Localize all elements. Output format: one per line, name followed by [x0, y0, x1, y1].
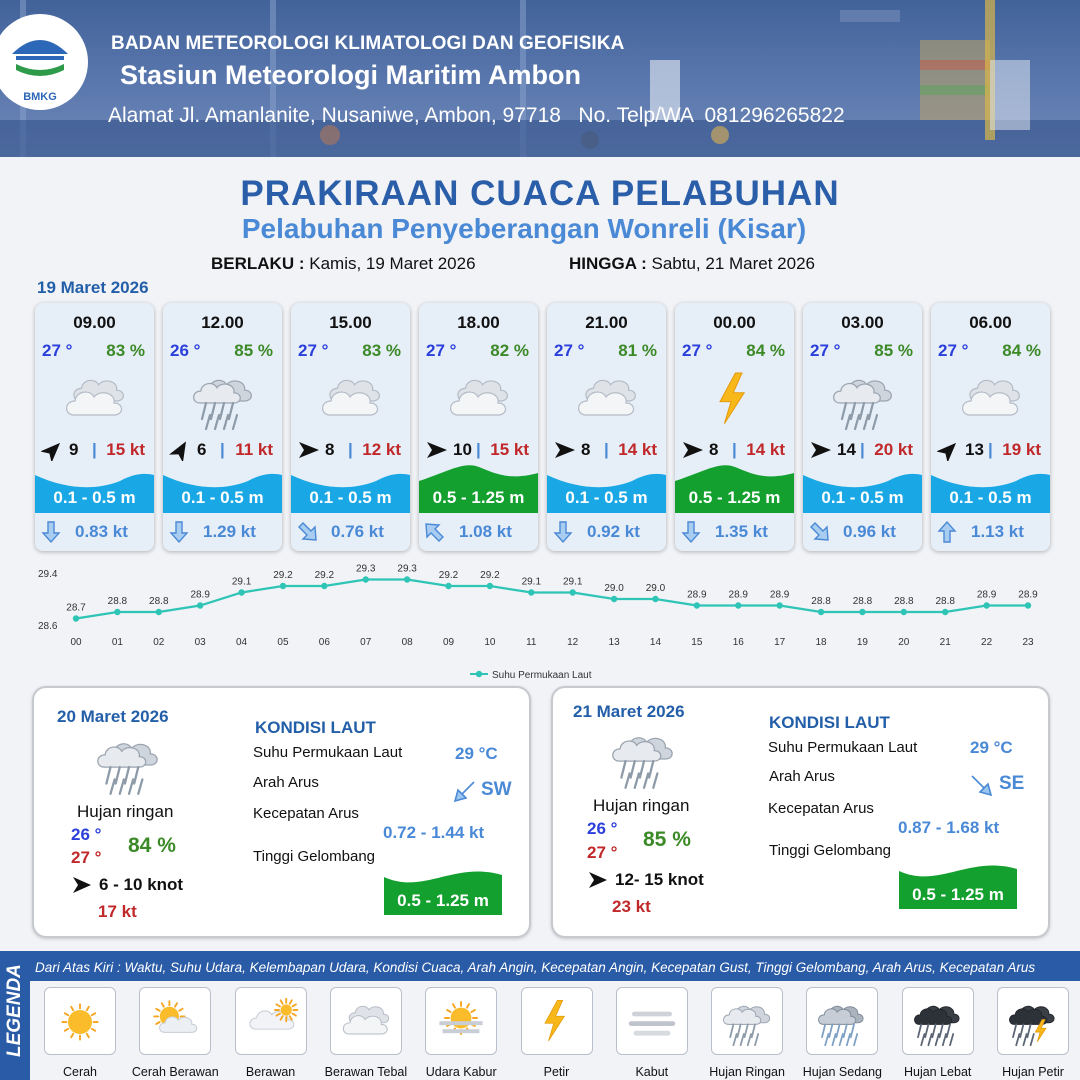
- humidity: 81 %: [618, 341, 657, 360]
- legend-label: Kabut: [635, 1065, 669, 1079]
- sst-value: 29 °C: [970, 738, 1013, 757]
- current-speed-label: Kecepatan Arus: [768, 800, 874, 817]
- thick-cloud-icon: [572, 365, 642, 435]
- valid-to-value: Sabtu, 21 Maret 2026: [651, 254, 816, 273]
- forecast-time: 09.00: [73, 313, 116, 332]
- current-row: [419, 514, 538, 551]
- wind-direction-icon: [425, 439, 449, 461]
- x-tick-label: 00: [70, 637, 82, 648]
- data-point: [238, 589, 244, 595]
- valid-from-value: Kamis, 19 Maret 2026: [309, 254, 476, 273]
- air-temperature: 27 °: [938, 341, 969, 360]
- x-tick-label: 16: [732, 637, 744, 648]
- moderate-rain-icon: [813, 994, 871, 1050]
- legend-icon-box: [330, 987, 402, 1055]
- legend-icon-box: [425, 987, 497, 1055]
- legend: [0, 951, 1080, 1080]
- data-label: 29.3: [397, 563, 417, 575]
- day-temp-max: 27 °: [71, 848, 102, 867]
- wind-direction-icon: [553, 439, 577, 461]
- humidity: 84 %: [746, 341, 785, 360]
- y-tick-label: 29.4: [38, 569, 58, 580]
- legend-label: Berawan Tebal: [324, 1065, 408, 1079]
- arrow-down-icon: [679, 519, 703, 545]
- lightning-icon: [528, 994, 586, 1050]
- day-gust: 17 kt: [98, 902, 137, 921]
- arrow-up-icon: [935, 519, 959, 545]
- data-point: [735, 602, 741, 608]
- x-tick-label: 18: [815, 637, 827, 648]
- legend-label: Cerah: [62, 1065, 98, 1079]
- arrow-down-icon: [39, 519, 63, 545]
- current-speed: 1.13 kt: [971, 522, 1024, 541]
- data-label: 29.0: [604, 583, 624, 594]
- arrow-down-right-icon: [807, 519, 831, 545]
- x-tick-label: 10: [484, 637, 496, 648]
- legend-label: Hujan Petir: [1002, 1065, 1064, 1079]
- wave-height: 0.1 - 0.5 m: [821, 488, 904, 507]
- wind-separator: |: [348, 440, 353, 459]
- air-temperature: 27 °: [426, 341, 457, 360]
- sst-value: 29 °C: [455, 744, 498, 763]
- wind-speed: 8: [709, 440, 719, 459]
- legend-label: Cerah Berawan: [131, 1065, 219, 1079]
- data-point: [1025, 602, 1031, 608]
- legend-icon-box: [44, 987, 116, 1055]
- x-tick-label: 21: [939, 637, 951, 648]
- data-point: [901, 609, 907, 615]
- data-label: 29.1: [231, 576, 252, 588]
- forecast-time: 21.00: [585, 313, 628, 332]
- data-point: [114, 609, 120, 615]
- wind-direction-icon: [937, 439, 961, 461]
- data-point: [694, 602, 700, 608]
- data-label: 28.9: [976, 589, 997, 601]
- sea-condition-heading: KONDISI LAUT: [769, 713, 890, 732]
- current-row: [803, 514, 922, 551]
- legend-label: Hujan Ringan: [709, 1065, 785, 1079]
- data-point: [983, 602, 989, 608]
- current-arrow-icon: [452, 778, 478, 804]
- data-label: 28.9: [769, 589, 790, 601]
- current-speed: 0.76 kt: [331, 522, 384, 541]
- current-speed: 0.96 kt: [843, 522, 896, 541]
- x-tick-label: 17: [774, 637, 786, 648]
- legend-icon-box: [902, 987, 974, 1055]
- day-forecast-21: [551, 686, 1050, 938]
- sst-series-line: [76, 580, 1028, 619]
- forecast-time: 03.00: [841, 313, 884, 332]
- hour-card: [931, 303, 1050, 551]
- legend-label: Berawan: [245, 1065, 296, 1079]
- legend-label: Hujan Sedang: [802, 1065, 882, 1079]
- wave-height: 0.1 - 0.5 m: [53, 488, 136, 507]
- legend-title-strip: [0, 951, 30, 1080]
- legend-icon-box: [235, 987, 307, 1055]
- thick-cloud-icon: [60, 365, 130, 435]
- current-row: [675, 514, 794, 551]
- valid-from-label: BERLAKU :: [211, 254, 305, 273]
- data-point: [818, 609, 824, 615]
- data-point: [404, 576, 410, 582]
- arrow-down-right-icon: [295, 519, 319, 545]
- legend-icon-box: [616, 987, 688, 1055]
- current-speed: 0.83 kt: [75, 522, 128, 541]
- gust-speed: 20 kt: [874, 440, 913, 459]
- data-point: [73, 615, 79, 621]
- thick-cloud-icon: [956, 365, 1026, 435]
- current-row: [163, 514, 282, 551]
- wind-separator: |: [476, 440, 481, 459]
- forecast-time: 15.00: [329, 313, 372, 332]
- wave-height: 0.1 - 0.5 m: [565, 488, 648, 507]
- data-label: 28.9: [190, 589, 210, 601]
- arrow-up-left-icon: [423, 519, 447, 545]
- forecast-time: 00.00: [713, 313, 756, 332]
- hour-card: [675, 303, 794, 551]
- x-tick-label: 22: [981, 637, 993, 648]
- day-wind-speed: 12- 15 knot: [615, 870, 704, 889]
- sea-condition-heading: KONDISI LAUT: [255, 718, 376, 737]
- thick-cloud-icon: [337, 994, 395, 1050]
- day-humidity: 85 %: [643, 828, 691, 851]
- current-speed: 0.92 kt: [587, 522, 640, 541]
- legend-item-berawan-tebal: [322, 987, 410, 1079]
- legend-marker: [476, 671, 482, 677]
- current-speed: 1.29 kt: [203, 522, 256, 541]
- wind-speed: 6: [197, 440, 207, 459]
- current-direction: SE: [999, 773, 1025, 794]
- thunderstorm-icon: [1004, 994, 1062, 1050]
- legend-item-hujan-petir: [989, 987, 1077, 1079]
- fog-icon: [623, 994, 681, 1050]
- current-arrow-icon: [968, 772, 994, 798]
- wave-height: 0.5 - 1.25 m: [432, 488, 525, 507]
- hour-card: [547, 303, 666, 551]
- wind-speed: 14: [837, 440, 856, 459]
- wind-speed: 8: [325, 440, 335, 459]
- arrow-down-icon: [167, 519, 191, 545]
- current-speed-label: Kecepatan Arus: [253, 805, 359, 822]
- day-condition: Hujan ringan: [593, 796, 690, 815]
- lightning-icon: [700, 365, 770, 435]
- logo-text: BMKG: [23, 91, 57, 103]
- legend-label: Petir: [543, 1065, 570, 1079]
- data-label: 28.8: [852, 596, 873, 607]
- data-label: 28.9: [687, 589, 707, 601]
- data-label: 29.0: [645, 583, 666, 594]
- air-temperature: 26 °: [170, 341, 201, 360]
- current-row: [291, 514, 410, 551]
- wind-direction-icon: [41, 439, 65, 461]
- hour-card: [35, 303, 154, 551]
- day-temp-max: 27 °: [587, 843, 618, 862]
- current-row: [931, 514, 1050, 551]
- humidity: 84 %: [1002, 341, 1041, 360]
- port-name: Pelabuhan Penyeberangan Wonreli (Kisar): [241, 213, 807, 244]
- gust-speed: 14 kt: [618, 440, 657, 459]
- wind-separator: |: [732, 440, 737, 459]
- x-tick-label: 02: [153, 637, 165, 648]
- haze-icon: [432, 994, 490, 1050]
- light-rain-icon: [607, 722, 679, 794]
- legend-item-hujan-ringan: [703, 987, 791, 1079]
- arrow-down-icon: [551, 519, 575, 545]
- x-tick-label: 05: [277, 637, 289, 648]
- station-name: Stasiun Meteorologi Maritim Ambon: [120, 60, 582, 90]
- light-rain-icon: [188, 365, 258, 435]
- data-label: 28.8: [811, 596, 831, 607]
- wave-height: 0.1 - 0.5 m: [309, 488, 392, 507]
- current-speed: 0.72 - 1.44 kt: [383, 823, 485, 842]
- y-tick-label: 28.6: [38, 621, 58, 632]
- x-tick-label: 15: [691, 637, 703, 648]
- humidity: 83 %: [362, 341, 401, 360]
- hour-card: [291, 303, 410, 551]
- legend-icon-box: [997, 987, 1069, 1055]
- x-tick-label: 12: [567, 637, 579, 648]
- current-speed: 0.87 - 1.68 kt: [898, 818, 1000, 837]
- legend-item-petir: [513, 987, 601, 1079]
- legend-label: Udara Kabur: [425, 1065, 497, 1079]
- gust-speed: 15 kt: [106, 440, 145, 459]
- data-point: [942, 609, 948, 615]
- legend-icon-box: [521, 987, 593, 1055]
- humidity: 85 %: [874, 341, 913, 360]
- day-temp-min: 26 °: [71, 825, 102, 844]
- wave-height: 0.1 - 0.5 m: [181, 488, 264, 507]
- gust-speed: 15 kt: [490, 440, 529, 459]
- wave-height: 0.5 - 1.25 m: [397, 891, 489, 910]
- header-banner: [0, 0, 1080, 157]
- wind-speed: 9: [69, 440, 79, 459]
- day-forecast-20: [32, 686, 531, 938]
- light-rain-icon: [718, 994, 776, 1050]
- wind-separator: |: [604, 440, 609, 459]
- light-rain-icon: [92, 728, 164, 800]
- day-date: 20 Maret 2026: [57, 707, 169, 726]
- legend-item-hujan-sedang: [798, 987, 886, 1079]
- legend-icon-box: [711, 987, 783, 1055]
- heavy-rain-icon: [909, 994, 967, 1050]
- legend-item-hujan-lebat: [894, 987, 982, 1079]
- sst-chart: [30, 560, 1050, 685]
- wind-separator: |: [860, 440, 865, 459]
- wind-speed: 10: [453, 440, 472, 459]
- data-label: 28.9: [1018, 589, 1038, 601]
- data-label: 28.8: [935, 596, 955, 607]
- day-humidity: 84 %: [128, 834, 176, 857]
- station-address: Alamat Jl. Amanlanite, Nusaniwe, Ambon, 97718 No. Telp/WA 081296265822: [108, 104, 845, 127]
- gust-speed: 19 kt: [1002, 440, 1041, 459]
- gust-speed: 11 kt: [235, 440, 273, 459]
- wave-height-label: Tinggi Gelombang: [253, 848, 376, 865]
- wave-height: 0.5 - 1.25 m: [688, 488, 781, 507]
- x-tick-label: 04: [236, 637, 248, 648]
- air-temperature: 27 °: [42, 341, 73, 360]
- x-tick-label: 20: [898, 637, 910, 648]
- current-row: [547, 514, 666, 551]
- data-label: 29.2: [480, 570, 500, 581]
- sst-label: Suhu Permukaan Laut: [768, 739, 918, 756]
- forecast-time: 18.00: [457, 313, 500, 332]
- wind-direction-icon: [681, 439, 705, 461]
- wind-direction-icon: [809, 439, 833, 461]
- legend-title: LEGENDA: [4, 964, 25, 1057]
- hour-card: [419, 303, 538, 551]
- wind-direction-icon: [169, 439, 193, 461]
- legend-icon-box: [139, 987, 211, 1055]
- data-point: [569, 589, 575, 595]
- data-point: [321, 583, 327, 589]
- day-condition: Hujan ringan: [77, 802, 174, 821]
- data-label: 28.9: [728, 589, 748, 601]
- data-point: [445, 583, 451, 589]
- current-dir-label: Arah Arus: [769, 768, 835, 785]
- data-point: [776, 602, 782, 608]
- data-point: [859, 609, 865, 615]
- sun-cloud-icon: [146, 994, 204, 1050]
- data-point: [197, 602, 203, 608]
- data-point: [156, 609, 162, 615]
- x-tick-label: 06: [318, 637, 330, 648]
- page-title: PRAKIRAAN CUACA PELABUHAN: [240, 174, 840, 213]
- x-tick-label: 11: [526, 637, 537, 648]
- air-temperature: 27 °: [682, 341, 713, 360]
- forecast-time: 12.00: [201, 313, 244, 332]
- data-label: 28.7: [66, 602, 86, 614]
- x-tick-label: 23: [1022, 637, 1034, 648]
- legend-item-cerah-berawan: [131, 987, 219, 1079]
- light-rain-icon: [828, 365, 898, 435]
- data-label: 29.2: [314, 570, 335, 581]
- data-point: [363, 576, 369, 582]
- x-tick-label: 07: [360, 637, 372, 648]
- cloud-icon: [242, 994, 300, 1050]
- data-label: 28.8: [894, 596, 914, 607]
- sst-label: Suhu Permukaan Laut: [253, 744, 403, 761]
- day-gust: 23 kt: [612, 897, 651, 916]
- hour-card: [163, 303, 282, 551]
- air-temperature: 27 °: [810, 341, 841, 360]
- wind-separator: |: [92, 440, 97, 459]
- humidity: 82 %: [490, 341, 529, 360]
- data-label: 28.8: [107, 596, 128, 607]
- sun-icon: [51, 994, 109, 1050]
- air-temperature: 27 °: [554, 341, 585, 360]
- wave-height-label: Tinggi Gelombang: [769, 842, 892, 859]
- current-row: [35, 514, 154, 551]
- day1-date: 19 Maret 2026: [37, 278, 149, 297]
- x-tick-label: 03: [194, 637, 206, 648]
- air-temperature: 27 °: [298, 341, 329, 360]
- wind-separator: |: [988, 440, 993, 459]
- gust-speed: 12 kt: [362, 440, 401, 459]
- data-label: 29.3: [356, 563, 376, 575]
- thick-cloud-icon: [316, 365, 386, 435]
- bmkg-logo: [0, 14, 96, 110]
- gust-speed: 14 kt: [746, 440, 785, 459]
- valid-to-label: HINGGA :: [569, 254, 647, 273]
- hour-card: [803, 303, 922, 551]
- forecast-time: 06.00: [969, 313, 1012, 332]
- agency-name: BADAN METEOROLOGI KLIMATOLOGI DAN GEOFISIKA: [111, 33, 625, 54]
- legend-item-cerah: [36, 987, 124, 1079]
- legend-label: Suhu Permukaan Laut: [492, 670, 592, 681]
- data-label: 28.8: [149, 596, 169, 607]
- x-tick-label: 13: [608, 637, 620, 648]
- day-wind-speed: 6 - 10 knot: [99, 875, 184, 894]
- thick-cloud-icon: [444, 365, 514, 435]
- humidity: 83 %: [106, 341, 145, 360]
- x-tick-label: 01: [111, 637, 123, 648]
- data-point: [611, 596, 617, 602]
- current-direction: SW: [481, 779, 512, 800]
- data-point: [487, 583, 493, 589]
- wind-arrow-icon: [71, 875, 93, 895]
- data-point: [528, 589, 534, 595]
- wave-height: 0.1 - 0.5 m: [949, 488, 1032, 507]
- day-date: 21 Maret 2026: [573, 702, 685, 721]
- current-speed: 1.35 kt: [715, 522, 768, 541]
- x-tick-label: 19: [856, 637, 868, 648]
- wind-speed: 13: [965, 440, 984, 459]
- legend-item-kabut: [608, 987, 696, 1079]
- wind-direction-icon: [297, 439, 321, 461]
- wind-speed: 8: [581, 440, 591, 459]
- legend-item-udara-kabur: [417, 987, 505, 1079]
- wind-separator: |: [220, 440, 225, 459]
- data-label: 29.2: [438, 570, 459, 581]
- legend-item-berawan: [227, 987, 315, 1079]
- legend-description: Dari Atas Kiri : Waktu, Suhu Udara, Kelembapan Udara, Kondisi Cuaca, Arah Angin, Kecepatan Angin, Kecepatan Gust, Tinggi Gelombang, Arah Arus, Kecepatan Arus: [35, 960, 1036, 975]
- wave-height: 0.5 - 1.25 m: [912, 885, 1004, 904]
- current-speed: 1.08 kt: [459, 522, 512, 541]
- data-label: 29.2: [273, 570, 293, 581]
- valid-to: [569, 254, 815, 274]
- day-temp-min: 26 °: [587, 819, 618, 838]
- valid-from: [211, 254, 476, 274]
- x-tick-label: 08: [401, 637, 413, 648]
- data-label: 29.1: [521, 576, 542, 588]
- legend-icon-box: [806, 987, 878, 1055]
- humidity: 85 %: [234, 341, 273, 360]
- wind-arrow-icon: [587, 870, 609, 890]
- legend-label: Hujan Lebat: [903, 1065, 972, 1079]
- data-label: 29.1: [562, 576, 583, 588]
- x-tick-label: 09: [442, 637, 455, 648]
- data-point: [652, 596, 658, 602]
- x-tick-label: 14: [649, 637, 662, 648]
- current-dir-label: Arah Arus: [253, 774, 319, 791]
- data-point: [280, 583, 286, 589]
